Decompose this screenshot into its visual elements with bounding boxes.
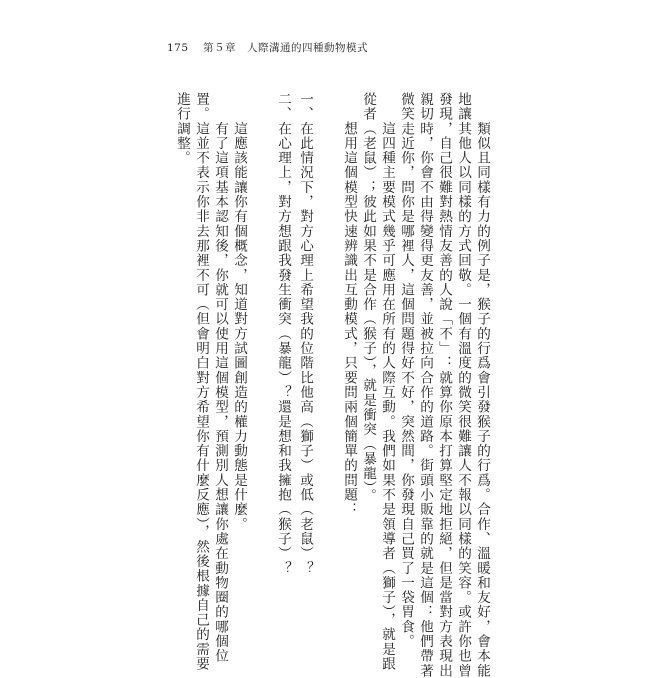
text-column: 親切時，你會不由得變得更友善，並被拉向合作的道路。街頭小販靠的就是這個：他們帶著 xyxy=(417,92,433,678)
page-number: 175 xyxy=(167,42,189,54)
text-column: 從者（老鼠）；彼此如果不是合作（猴子），就是衝突（暴龍）。 xyxy=(360,92,376,504)
text-column: 這四種主要模式幾乎可應用在所有的人際互動。我們如果不是領導者（獅子），就是跟 xyxy=(379,92,395,672)
text-column: 進行調整。 xyxy=(174,92,190,166)
text-column: 置。這並不表示你非去那裡不可（但會明白對方希望你有什麼反應），然後根據自己的需要 xyxy=(193,92,209,672)
chapter-title: 第５章 人際溝通的四種動物模式 xyxy=(203,42,368,54)
question-item: 二、在心理上，對方想跟我發生衝突（暴龍）？還是想和我擁抱（猴子）？ xyxy=(275,92,291,576)
text-column: 這應該能讓你有個概念，知道對方試圖創造的權力動態是什麼。 xyxy=(231,92,247,532)
text-column: 類似且同樣有力的例子是，猴子的行爲會引發猴子的行爲。合作、溫暖和友好，會本能 xyxy=(474,92,490,678)
text-column: 有了這項基本認知後，你就可以使用這個模型，預測別人想讓你處在動物圈的哪個位 xyxy=(212,92,228,664)
text-column: 微笑走近你，問你是哪裡人，這個問題得好不好，突然間，你發現自己買了一袋胃食。 xyxy=(398,92,414,649)
text-column: 發現，自己很難對熱情友善的人說「不」：就算你原本打算堅定地拒絕，但是當對方表現出 xyxy=(436,92,452,678)
text-column: 地讓其他人以同樣的方式回敬。一個有溫度的微笑很難讓人不報以同樣的笑容。或許你也曾 xyxy=(455,92,471,678)
text-column: 想用這個模型快速辨識出互動模式，只要問兩個簡單的問題： xyxy=(341,92,357,517)
question-item: 一、在此情況下，對方心理上希望我的位階比他高（獅子）或低（老鼠）？ xyxy=(297,92,313,576)
running-header xyxy=(167,40,368,55)
